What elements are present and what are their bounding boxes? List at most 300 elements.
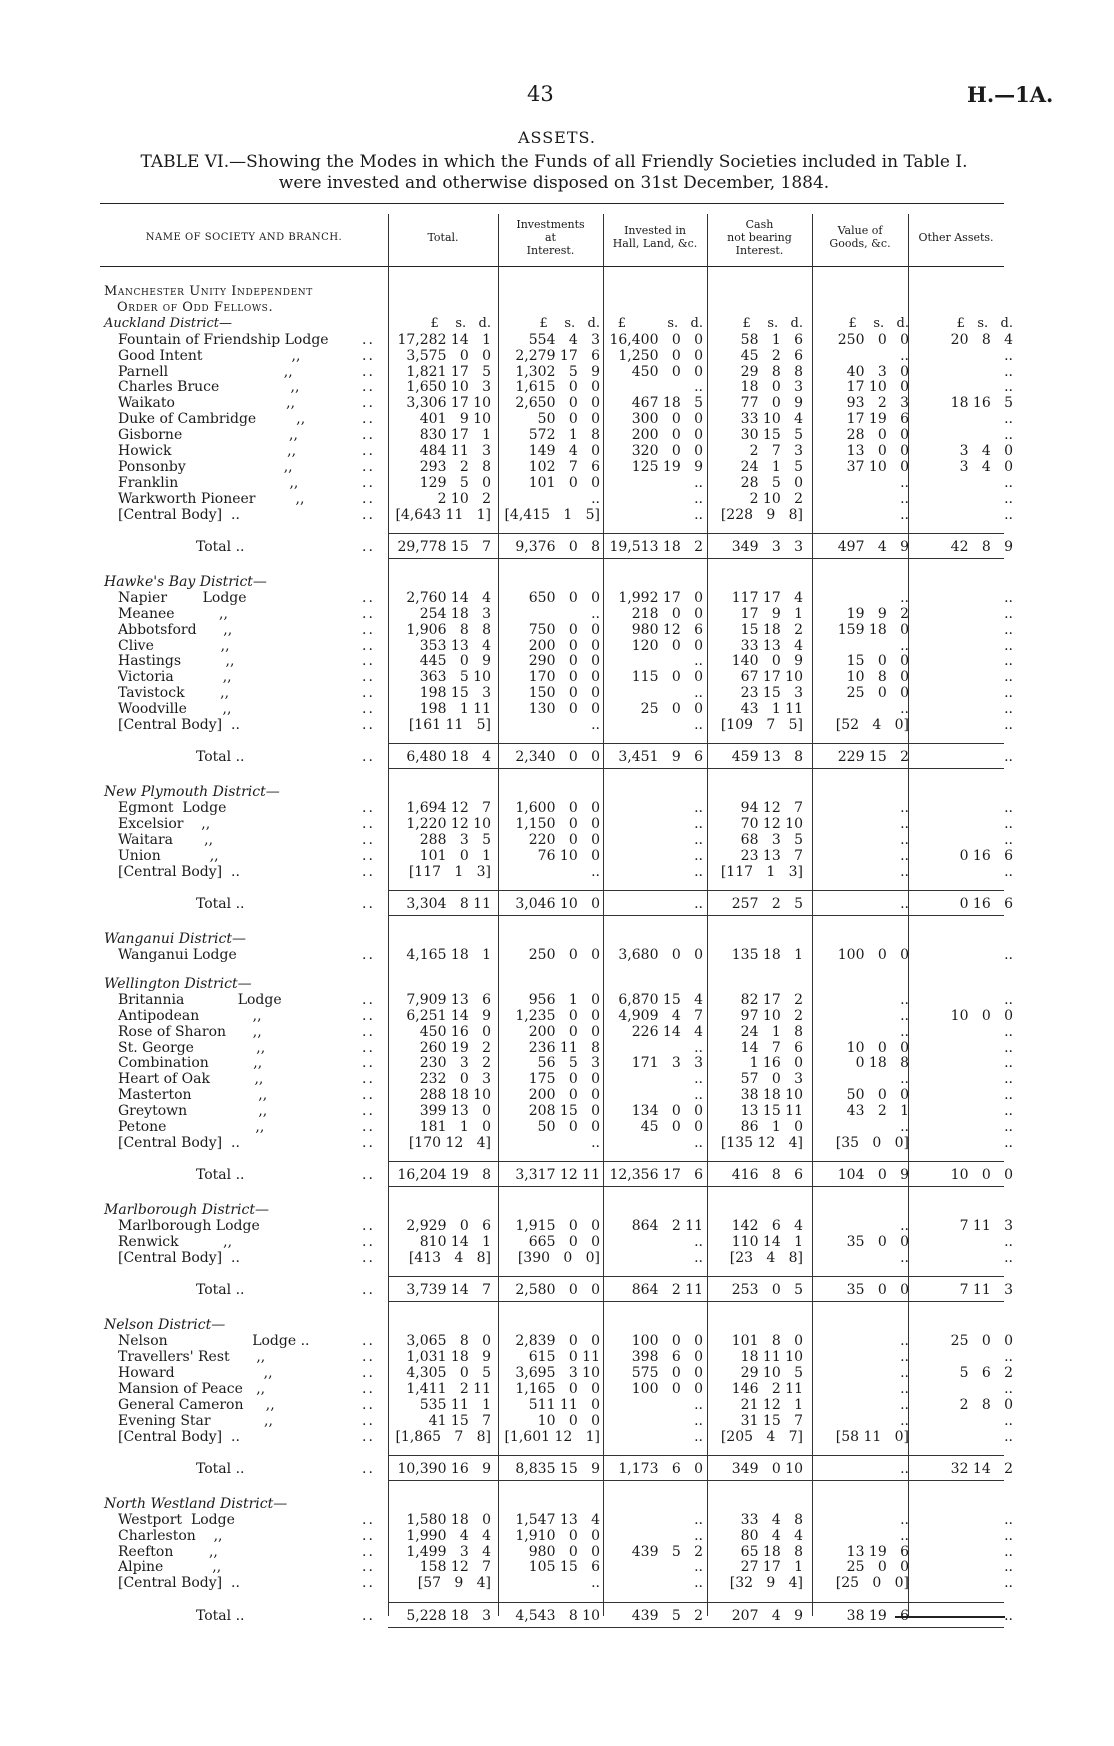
cell-hall-land: 864 2 11 xyxy=(631,1282,703,1299)
cell-investments: 200 0 0 xyxy=(528,637,600,654)
cell-total: [1,865 7 8] xyxy=(395,1428,491,1445)
table-row xyxy=(0,1544,1114,1560)
cell-goods: .. xyxy=(900,800,909,817)
cell-investments: 1,235 0 0 xyxy=(515,1007,600,1024)
society-heading-row xyxy=(0,284,1114,300)
cell-investments: [390 0 0] xyxy=(517,1249,600,1266)
table-row xyxy=(0,606,1114,622)
cell-goods: .. xyxy=(900,1511,909,1528)
leader-dots: .. xyxy=(362,1428,375,1445)
cell-hall-land: 200 0 0 xyxy=(631,427,703,444)
cell-total: [170 12 4] xyxy=(408,1134,491,1151)
society-name: Manchester Unity Independent xyxy=(104,284,313,299)
table-row xyxy=(0,443,1114,459)
cell-goods: [52 4 0] xyxy=(835,717,909,733)
table-row xyxy=(0,395,1114,411)
column-header-cash: Cash not bearing Interest. xyxy=(727,217,792,257)
leader-dots: .. xyxy=(362,1575,375,1592)
cell-goods: 250 0 0 xyxy=(837,331,909,348)
cell-investments: 1,910 0 0 xyxy=(515,1527,600,1544)
item-name: Charles Bruce ,, xyxy=(118,379,300,396)
item-name: Woodville ,, xyxy=(118,701,232,718)
cell-investments: 130 0 0 xyxy=(528,701,600,718)
cell-total: 1,821 17 5 xyxy=(406,363,491,380)
item-name: Duke of Cambridge ,, xyxy=(118,411,306,428)
cell-cash: 1 16 0 xyxy=(749,1055,803,1072)
table-row xyxy=(0,864,1114,880)
cell-goods: .. xyxy=(900,1412,909,1429)
total-rule xyxy=(388,1186,1004,1187)
cell-other: .. xyxy=(1004,863,1013,880)
leader-dots: .. xyxy=(362,1087,375,1104)
cell-investments: £ s. d. xyxy=(539,315,600,331)
cell-hall-land: .. xyxy=(694,1039,703,1056)
cell-other: .. xyxy=(1004,474,1013,491)
cell-investments: 3,317 12 11 xyxy=(515,1167,600,1184)
cell-total: 3,575 0 0 xyxy=(406,347,491,364)
leader-dots: .. xyxy=(362,589,375,606)
cell-cash: 24 1 5 xyxy=(740,458,803,475)
leader-dots: .. xyxy=(362,1249,375,1266)
leader-dots: .. xyxy=(362,458,375,475)
cell-goods: 10 0 0 xyxy=(846,1039,909,1056)
cell-total: 158 12 7 xyxy=(419,1559,491,1576)
table-row xyxy=(0,332,1114,348)
cell-other: .. xyxy=(1004,605,1013,622)
cell-goods: .. xyxy=(900,1460,909,1477)
cell-investments: .. xyxy=(591,1134,600,1151)
cell-other: 7 11 3 xyxy=(959,1282,1013,1299)
leader-dots: .. xyxy=(362,637,375,654)
cell-goods: 13 19 6 xyxy=(846,1543,909,1560)
cell-other: .. xyxy=(1004,832,1013,848)
cell-cash: 27 17 1 xyxy=(740,1559,803,1576)
cell-total: 232 0 3 xyxy=(419,1071,491,1088)
total-rule xyxy=(388,1276,1004,1277)
item-name: Meanee ,, xyxy=(118,605,228,622)
cell-other: .. xyxy=(1004,1055,1013,1072)
cell-other: 20 8 4 xyxy=(950,331,1013,348)
cell-hall-land: 450 0 0 xyxy=(631,363,703,380)
cell-total: 101 0 1 xyxy=(419,847,491,864)
cell-other: .. xyxy=(1004,1412,1013,1429)
cell-investments: 1,547 13 4 xyxy=(515,1511,600,1528)
cell-goods: .. xyxy=(900,1249,909,1266)
cell-investments: 150 0 0 xyxy=(528,685,600,702)
cell-total: 363 5 10 xyxy=(419,669,491,686)
table-row xyxy=(0,1024,1114,1040)
cell-cash: 13 15 11 xyxy=(740,1103,803,1120)
cell-cash: 14 7 6 xyxy=(740,1039,803,1056)
cell-goods: .. xyxy=(900,589,909,606)
cell-hall-land: .. xyxy=(694,896,703,913)
cell-total: 260 19 2 xyxy=(419,1039,491,1056)
table-row xyxy=(0,947,1114,963)
cell-cash: 82 17 2 xyxy=(740,991,803,1008)
table-row xyxy=(0,1429,1114,1445)
cell-total: 1,694 12 7 xyxy=(406,800,491,817)
cell-goods: 229 15 2 xyxy=(837,749,909,766)
cell-goods: 10 8 0 xyxy=(846,669,909,686)
cell-other: .. xyxy=(1004,749,1013,766)
cell-total: 353 13 4 xyxy=(419,637,491,654)
cell-goods: .. xyxy=(900,1071,909,1088)
leader-dots: .. xyxy=(362,701,375,718)
cell-goods: £ s. d. xyxy=(848,315,909,331)
item-name: Britannia Lodge xyxy=(118,991,282,1008)
item-name: Franklin ,, xyxy=(118,474,299,491)
cell-cash: 33 4 8 xyxy=(740,1511,803,1528)
cell-investments: .. xyxy=(591,863,600,880)
cell-other: .. xyxy=(1004,1103,1013,1120)
item-name: Reefton ,, xyxy=(118,1543,218,1560)
cell-total: 288 3 5 xyxy=(419,832,491,848)
cell-total: 535 11 1 xyxy=(419,1396,491,1413)
table-row xyxy=(0,717,1114,733)
cell-other: .. xyxy=(1004,991,1013,1008)
cell-total: 1,650 10 3 xyxy=(406,379,491,396)
cell-cash: 253 0 5 xyxy=(731,1282,803,1299)
table-row xyxy=(0,1512,1114,1528)
table-row xyxy=(0,1218,1114,1234)
table-row xyxy=(0,992,1114,1008)
cell-investments: 236 11 8 xyxy=(528,1039,600,1056)
cell-hall-land: 864 2 11 xyxy=(631,1218,703,1235)
district-name: Nelson District— xyxy=(104,1317,226,1334)
cell-investments: 102 7 6 xyxy=(528,458,600,475)
cell-total: 1,990 4 4 xyxy=(406,1527,491,1544)
cell-goods: .. xyxy=(900,474,909,491)
cell-hall-land: .. xyxy=(694,506,703,523)
cell-cash: 29 8 8 xyxy=(740,363,803,380)
cell-goods: 25 0 0 xyxy=(846,685,909,702)
leader-dots: .. xyxy=(362,653,375,670)
cell-investments: .. xyxy=(591,605,600,622)
table-row xyxy=(0,1333,1114,1349)
total-rule xyxy=(388,1480,1004,1481)
page-number: 43 xyxy=(527,82,554,106)
cell-hall-land: .. xyxy=(694,1234,703,1250)
total-name: Total .. xyxy=(196,1282,245,1299)
cell-cash: [117 1 3] xyxy=(720,863,803,880)
cell-hall-land: 4,909 4 7 xyxy=(618,1007,703,1024)
cell-total: 1,411 2 11 xyxy=(406,1380,491,1397)
item-name: Petone ,, xyxy=(118,1119,265,1135)
total-rule xyxy=(388,890,1004,891)
item-name: Victoria ,, xyxy=(118,669,232,686)
item-name: Combination ,, xyxy=(118,1055,263,1072)
total-name: Total .. xyxy=(196,749,245,766)
cell-other: 7 11 3 xyxy=(959,1218,1013,1235)
page-code: H.—1A. xyxy=(967,82,1054,107)
cell-total: 399 13 0 xyxy=(419,1103,491,1120)
cell-cash: 15 18 2 xyxy=(740,621,803,638)
leader-dots: .. xyxy=(362,800,375,817)
cell-investments: 208 15 0 xyxy=(528,1103,600,1120)
cell-investments: 105 15 6 xyxy=(528,1559,600,1576)
total-row xyxy=(0,896,1114,912)
society-heading-row xyxy=(0,300,1114,316)
cell-hall-land: .. xyxy=(694,1249,703,1266)
cell-cash: 18 0 3 xyxy=(740,379,803,396)
item-name: Warkworth Pioneer ,, xyxy=(118,490,305,507)
cell-other: .. xyxy=(1004,1234,1013,1250)
cell-investments: 56 5 3 xyxy=(537,1055,600,1072)
cell-total: 17,282 14 1 xyxy=(397,331,491,348)
item-name: Rose of Sharon ,, xyxy=(118,1023,262,1040)
leader-dots: .. xyxy=(362,490,375,507)
table-row xyxy=(0,411,1114,427)
leader-dots: .. xyxy=(362,379,375,396)
cell-goods: 38 19 6 xyxy=(846,1607,909,1624)
table-row xyxy=(0,1055,1114,1071)
table-row xyxy=(0,848,1114,864)
cell-total: 254 18 3 xyxy=(419,605,491,622)
cell-cash: 18 11 10 xyxy=(740,1349,803,1365)
leader-dots: .. xyxy=(362,621,375,638)
district-row xyxy=(0,1496,1114,1512)
cell-hall-land: 125 19 9 xyxy=(631,458,703,475)
leader-dots: .. xyxy=(362,863,375,880)
cell-total: 10,390 16 9 xyxy=(397,1460,491,1477)
item-name: Hastings ,, xyxy=(118,653,235,670)
cell-hall-land: .. xyxy=(694,863,703,880)
cell-other: .. xyxy=(1004,685,1013,702)
item-name: [Central Body] .. xyxy=(118,863,240,880)
total-rule xyxy=(388,1161,1004,1162)
cell-hall-land: .. xyxy=(694,1511,703,1528)
item-name: Fountain of Friendship Lodge xyxy=(118,331,329,348)
leader-dots: .. xyxy=(362,411,375,428)
cell-investments: 50 0 0 xyxy=(537,411,600,428)
district-row xyxy=(0,1202,1114,1218)
cell-other: 3 4 0 xyxy=(959,443,1013,459)
cell-hall-land: 1,992 17 0 xyxy=(618,589,703,606)
leader-dots: .. xyxy=(362,395,375,412)
cell-investments: 3,046 10 0 xyxy=(515,896,600,913)
item-name: Mansion of Peace ,, xyxy=(118,1380,266,1397)
leader-dots: .. xyxy=(362,1460,375,1477)
cell-total: 288 18 10 xyxy=(419,1087,491,1104)
leader-dots: .. xyxy=(362,506,375,523)
cell-total: [161 11 5] xyxy=(408,717,491,733)
leader-dots: .. xyxy=(362,1396,375,1413)
cell-total: 445 0 9 xyxy=(419,653,491,670)
district-row xyxy=(0,316,1114,332)
cell-investments: 665 0 0 xyxy=(528,1234,600,1250)
cell-cash: [32 9 4] xyxy=(729,1575,803,1592)
cell-cash: 67 17 10 xyxy=(740,669,803,686)
cell-goods: .. xyxy=(900,991,909,1008)
cell-goods: 17 19 6 xyxy=(846,411,909,428)
cell-other: 10 0 0 xyxy=(950,1167,1013,1184)
leader-dots: .. xyxy=(362,1282,375,1299)
cell-goods: 19 9 2 xyxy=(846,605,909,622)
cell-cash: 2 10 2 xyxy=(749,490,803,507)
table-row xyxy=(0,1381,1114,1397)
cell-cash: 43 1 11 xyxy=(740,701,803,718)
cell-other: .. xyxy=(1004,1134,1013,1151)
leader-dots: .. xyxy=(362,347,375,364)
cell-other: .. xyxy=(1004,653,1013,670)
cell-hall-land: .. xyxy=(694,1527,703,1544)
cell-investments: 1,165 0 0 xyxy=(515,1380,600,1397)
cell-total: 1,499 3 4 xyxy=(406,1543,491,1560)
leader-dots: .. xyxy=(362,1412,375,1429)
leader-dots: .. xyxy=(362,832,375,848)
table-row xyxy=(0,1575,1114,1591)
cell-hall-land: 171 3 3 xyxy=(631,1055,703,1072)
cell-cash: 349 0 10 xyxy=(731,1460,803,1477)
table-row xyxy=(0,1528,1114,1544)
cell-total: 4,165 18 1 xyxy=(406,947,491,963)
item-name: Evening Star ,, xyxy=(118,1412,273,1429)
item-name: Gisborne ,, xyxy=(118,427,298,444)
item-name: Charleston ,, xyxy=(118,1527,223,1544)
column-header-goods: Value of Goods, &c. xyxy=(829,224,891,250)
cell-goods: .. xyxy=(900,701,909,718)
cell-goods: 159 18 0 xyxy=(837,621,909,638)
cell-other: 3 4 0 xyxy=(959,458,1013,475)
cell-other: 2 8 0 xyxy=(959,1396,1013,1413)
leader-dots: .. xyxy=(362,539,375,555)
caption-line-1: TABLE VI.—Showing the Modes in which the Funds of all Friendly Societies included in Table I. xyxy=(140,152,968,172)
cell-investments: 554 4 3 xyxy=(528,331,600,348)
cell-other: .. xyxy=(1004,701,1013,718)
item-name: Greytown ,, xyxy=(118,1103,268,1120)
cell-goods: [58 11 0] xyxy=(835,1428,909,1445)
cell-goods: .. xyxy=(900,1349,909,1365)
cell-goods: 35 0 0 xyxy=(846,1282,909,1299)
cell-investments: 1,600 0 0 xyxy=(515,800,600,817)
cell-hall-land: .. xyxy=(694,685,703,702)
cell-other: .. xyxy=(1004,411,1013,428)
cell-other: .. xyxy=(1004,947,1013,963)
cell-investments: 149 4 0 xyxy=(528,443,600,459)
cell-total: £ s. d. xyxy=(430,315,491,331)
leader-dots: .. xyxy=(362,1559,375,1576)
cell-hall-land: 398 6 0 xyxy=(631,1349,703,1365)
cell-cash: 146 2 11 xyxy=(731,1380,803,1397)
cell-investments: .. xyxy=(591,717,600,733)
cell-investments: 200 0 0 xyxy=(528,1023,600,1040)
table-head-rule xyxy=(100,266,1004,267)
cell-cash: 58 1 6 xyxy=(740,331,803,348)
cell-total: [4,643 11 1] xyxy=(395,506,491,523)
cell-investments: 2,580 0 0 xyxy=(515,1282,600,1299)
column-header-name: NAME OF SOCIETY AND BRANCH. xyxy=(145,231,343,243)
leader-dots: .. xyxy=(362,1039,375,1056)
cell-total: 1,580 18 0 xyxy=(406,1511,491,1528)
total-rule xyxy=(388,1602,1004,1603)
district-name: Auckland District— xyxy=(104,315,233,331)
cell-hall-land: 25 0 0 xyxy=(640,701,703,718)
cell-investments: 200 0 0 xyxy=(528,1087,600,1104)
cell-total: 7,909 13 6 xyxy=(406,991,491,1008)
cell-goods: .. xyxy=(900,1119,909,1135)
item-name: Egmont Lodge xyxy=(118,800,227,817)
cell-cash: 33 13 4 xyxy=(740,637,803,654)
item-name: Napier Lodge xyxy=(118,589,247,606)
table-row xyxy=(0,590,1114,606)
caption-line-2: were invested and otherwise disposed on 31st December, 1884. xyxy=(278,173,830,193)
cell-goods: 100 0 0 xyxy=(837,947,909,963)
item-name: Marlborough Lodge xyxy=(118,1218,260,1235)
cell-cash: 135 18 1 xyxy=(731,947,803,963)
section-heading: ASSETS. xyxy=(517,128,597,147)
cell-cash: 110 14 1 xyxy=(731,1234,803,1250)
cell-cash: [23 4 8] xyxy=(729,1249,803,1266)
table-row xyxy=(0,638,1114,654)
cell-goods: .. xyxy=(900,347,909,364)
district-row xyxy=(0,784,1114,800)
column-header-other-assets: Other Assets. xyxy=(918,230,994,244)
cell-goods: .. xyxy=(900,1380,909,1397)
total-row xyxy=(0,1167,1114,1183)
cell-goods: 0 18 8 xyxy=(855,1055,909,1072)
cell-investments: 4,543 8 10 xyxy=(515,1607,600,1624)
leader-dots: .. xyxy=(362,427,375,444)
item-name: Travellers' Rest ,, xyxy=(118,1349,266,1365)
cell-hall-land: 439 5 2 xyxy=(631,1607,703,1624)
table-row xyxy=(0,816,1114,832)
cell-goods: .. xyxy=(900,863,909,880)
cell-hall-land: .. xyxy=(694,1396,703,1413)
cell-goods: .. xyxy=(900,506,909,523)
cell-goods: 25 0 0 xyxy=(846,1559,909,1576)
column-header-hall-land: Invested in Hall, Land, &c. xyxy=(612,224,698,250)
cell-cash: £ s. d. xyxy=(742,315,803,331)
total-rule xyxy=(388,533,1004,534)
table-row xyxy=(0,1040,1114,1056)
cell-investments: 220 0 0 xyxy=(528,832,600,848)
cell-goods: .. xyxy=(900,490,909,507)
leader-dots: .. xyxy=(362,1527,375,1544)
leader-dots: .. xyxy=(362,1380,375,1397)
cell-total: [413 4 8] xyxy=(408,1249,491,1266)
cell-cash: 30 15 5 xyxy=(740,427,803,444)
leader-dots: .. xyxy=(362,685,375,702)
item-name: Waikato ,, xyxy=(118,395,296,412)
district-name: North Westland District— xyxy=(104,1495,288,1512)
cell-goods: .. xyxy=(900,1364,909,1381)
cell-hall-land: 3,451 9 6 xyxy=(618,749,703,766)
cell-hall-land: 218 0 0 xyxy=(631,605,703,622)
cell-total: 198 15 3 xyxy=(419,685,491,702)
item-name: Good Intent ,, xyxy=(118,347,301,364)
cell-hall-land: .. xyxy=(694,717,703,733)
table-row xyxy=(0,1559,1114,1575)
cell-cash: 97 10 2 xyxy=(740,1007,803,1024)
cell-goods: 497 4 9 xyxy=(837,539,909,555)
table-row xyxy=(0,622,1114,638)
cell-investments: 2,340 0 0 xyxy=(515,749,600,766)
item-name: Parnell ,, xyxy=(118,363,293,380)
cell-goods: 37 10 0 xyxy=(846,458,909,475)
cell-other: .. xyxy=(1004,1249,1013,1266)
cell-goods: [25 0 0] xyxy=(835,1575,909,1592)
cell-investments: 980 0 0 xyxy=(528,1543,600,1560)
leader-dots: .. xyxy=(362,947,375,963)
table-row xyxy=(0,1119,1114,1135)
cell-cash: 33 10 4 xyxy=(740,411,803,428)
cell-hall-land: 980 12 6 xyxy=(631,621,703,638)
cell-other: 5 6 2 xyxy=(959,1364,1013,1381)
table-row xyxy=(0,364,1114,380)
cell-total: 1,220 12 10 xyxy=(406,816,491,833)
cell-goods: 35 0 0 xyxy=(846,1234,909,1250)
cell-investments: 250 0 0 xyxy=(528,947,600,963)
